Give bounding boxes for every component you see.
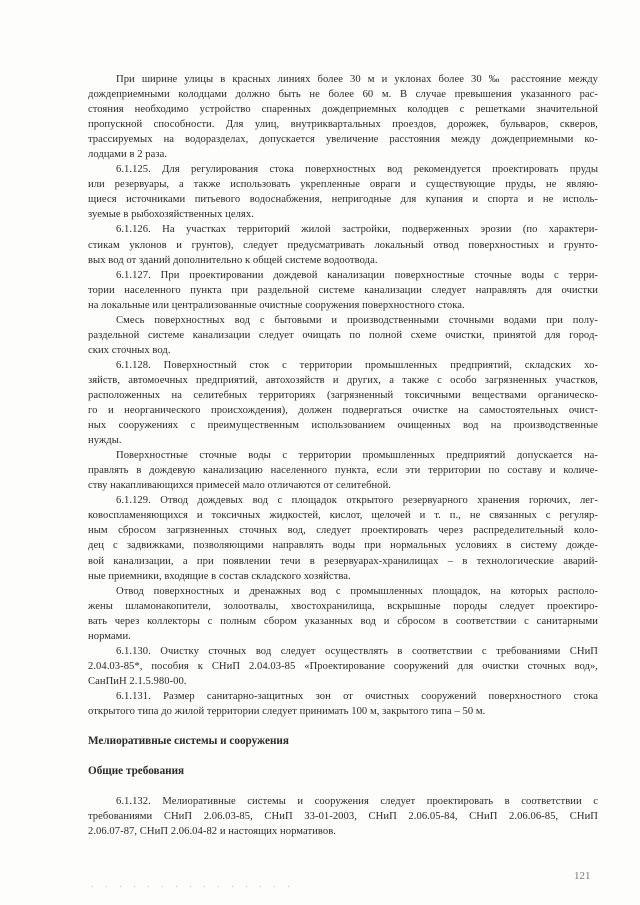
text-line: Поверхностные сточные воды с территории промышленных предприятий допускается на-	[116, 450, 598, 462]
text-line: вать через коллекторы с полным сбором указанных вод и сбросом в соответствии с санитарными	[88, 615, 598, 627]
spacer	[88, 749, 598, 764]
text-line: ных сооружениях с преимущественным использованием очищенных вод на производственные	[88, 420, 598, 432]
text-line: 6.1.132. Мелиоративные системы и сооружения следует проектировать в соответствии с	[116, 796, 598, 808]
text-line: вых вод от зданий дополнительно к общей системе водоотвода.	[88, 254, 378, 266]
text-line: зуемые в рыбохозяйственных целях.	[88, 209, 254, 221]
text-line: зяйств, автомоечных предприятий, автохозяйств и других, а также с особо загрязненных участков,	[88, 374, 598, 386]
text-line: го и неорганического происхождения), должен подвергаться очистке на самостоятельных очист-	[88, 405, 598, 417]
text-line: правлять в дождевую канализацию населенного пункта, если эти территории по составу и количе-	[88, 465, 598, 477]
text-line: ству накапливающихся примесей мало отличаются от селитебной.	[88, 480, 391, 492]
text-line: 6.1.131. Размер санитарно-защитных зон от очистных сооружений поверхностного стока	[116, 690, 598, 702]
text-line: дождеприемными колодцами должно быть не более 60 м. В случае превышения указанного рас-	[88, 89, 598, 101]
text-line: стикам уклонов и грунтов), следует предусматривать локальный отвод поверхностных и грунто-	[88, 239, 598, 251]
subsection-heading: Общие требования	[88, 765, 185, 778]
text-line: щиеся источниками питьевого водоснабжения, непригодные для купания и спорта и не исполь-	[88, 194, 598, 206]
text-line: ковоспламеняющихся и токсичных жидкостей, кислот, щелочей и т. п., не связанных с регуляр-	[88, 510, 598, 522]
text-line: расположенных на селитебных территориях (загрязненный токсичными веществами органическо-	[88, 389, 598, 401]
text-line: нужды.	[88, 435, 122, 447]
text-line: Отвод поверхностных и дренажных вод с промышленных площадок, на которых располо-	[116, 585, 598, 597]
text-line: жены шламонакопители, золоотвалы, хвостохранилища, вскрышные породы следует проектиро-	[88, 600, 598, 612]
page-number: 121	[574, 870, 591, 882]
text-line: вой канализации, а при появлении течи в резервуарах-хранилищах – в технологические аварий-	[88, 555, 598, 567]
text-line: или резервуары, а также использовать укрепленные овраги и существующие пруды, не являю-	[88, 179, 598, 191]
text-line: 6.1.126. На участках территорий жилой застройки, подверженных эрозии (по характери-	[116, 224, 598, 236]
text-line: дец с задвижками, позволяющими направлять воды при нормальных условиях в систему дожде-	[88, 540, 598, 552]
text-line: тории населенного пункта при раздельной системе канализации следует направлять для очистки	[88, 284, 598, 296]
text-line: нормами.	[88, 630, 131, 642]
paragraphs-bottom	[88, 794, 598, 839]
text-line: 6.1.125. Для регулирования стока поверхностных вод рекомендуется проектировать пруды	[116, 164, 598, 176]
text-line: СанПиН 2.1.5.980-00.	[88, 675, 187, 687]
text-line: открытого типа до жилой территории следует принимать 100 м, закрытого типа – 50 м.	[88, 705, 486, 717]
text-line: 6.1.127. При проектировании дождевой канализации поверхностные сточные воды с терри-	[116, 269, 598, 281]
text-line: пропускной способности. Для улиц, внутриквартальных проездов, дорожек, бульваров, скверов,	[88, 119, 598, 131]
text-line: При ширине улицы в красных линиях более 30 м и уклонах более 30 ‰ расстояние между	[116, 74, 598, 85]
text-line: на локальные или централизованные очистные сооружения поверхностного стока.	[88, 299, 465, 311]
paragraphs-top	[88, 72, 598, 719]
text-line: лодцами в 2 раза.	[88, 149, 168, 161]
text-line: раздельной системе канализации следует очищать по полной схеме очистки, принятой для город-	[88, 329, 598, 341]
scan-artifact	[92, 886, 292, 887]
spacer	[88, 719, 598, 734]
text-line: Смесь поверхностных вод с бытовыми и производственными сточными водами при полу-	[116, 314, 598, 326]
body-text	[88, 72, 598, 839]
text-line: 2.06.07-87, СНиП 2.06.04-82 и настоящих нормативов.	[88, 826, 336, 838]
section-heading: Мелиоративные системы и сооружения	[88, 735, 289, 748]
text-line: ских сточных вод.	[88, 344, 171, 356]
text-line: стояния необходимо устройство спаренных дождеприемных колодцев с решетками значительной	[88, 104, 598, 116]
text-line: 6.1.130. Очистку сточных вод следует осуществлять в соответствии с требованиями СНиП	[116, 645, 598, 657]
text-line: 2.04.03-85*, пособия к СНиП 2.04.03-85 «Проектирование сооружений для очистки сточных вод»,	[88, 660, 598, 672]
text-line: 6.1.128. Поверхностный сток с территории промышленных предприятий, складских хо-	[116, 359, 598, 371]
spacer	[88, 779, 598, 794]
text-line: ным сбросом загрязненных сточных вод, следует проектировать через распределительный коло-	[88, 525, 598, 537]
text-line: трассируемых на водоразделах, допускается увеличение расстояния между дождеприемными ко-	[88, 134, 598, 146]
text-line: ные приемники, входящие в состав складского хозяйства.	[88, 570, 351, 582]
text-line: требованиями СНиП 2.06.03-85, СНиП 33-01-2003, СНиП 2.06.05-84, СНиП 2.06.06-85, СНиП	[88, 811, 598, 823]
text-line: 6.1.129. Отвод дождевых вод с площадок открытого резервуарного хранения горючих, лег-	[116, 495, 598, 507]
